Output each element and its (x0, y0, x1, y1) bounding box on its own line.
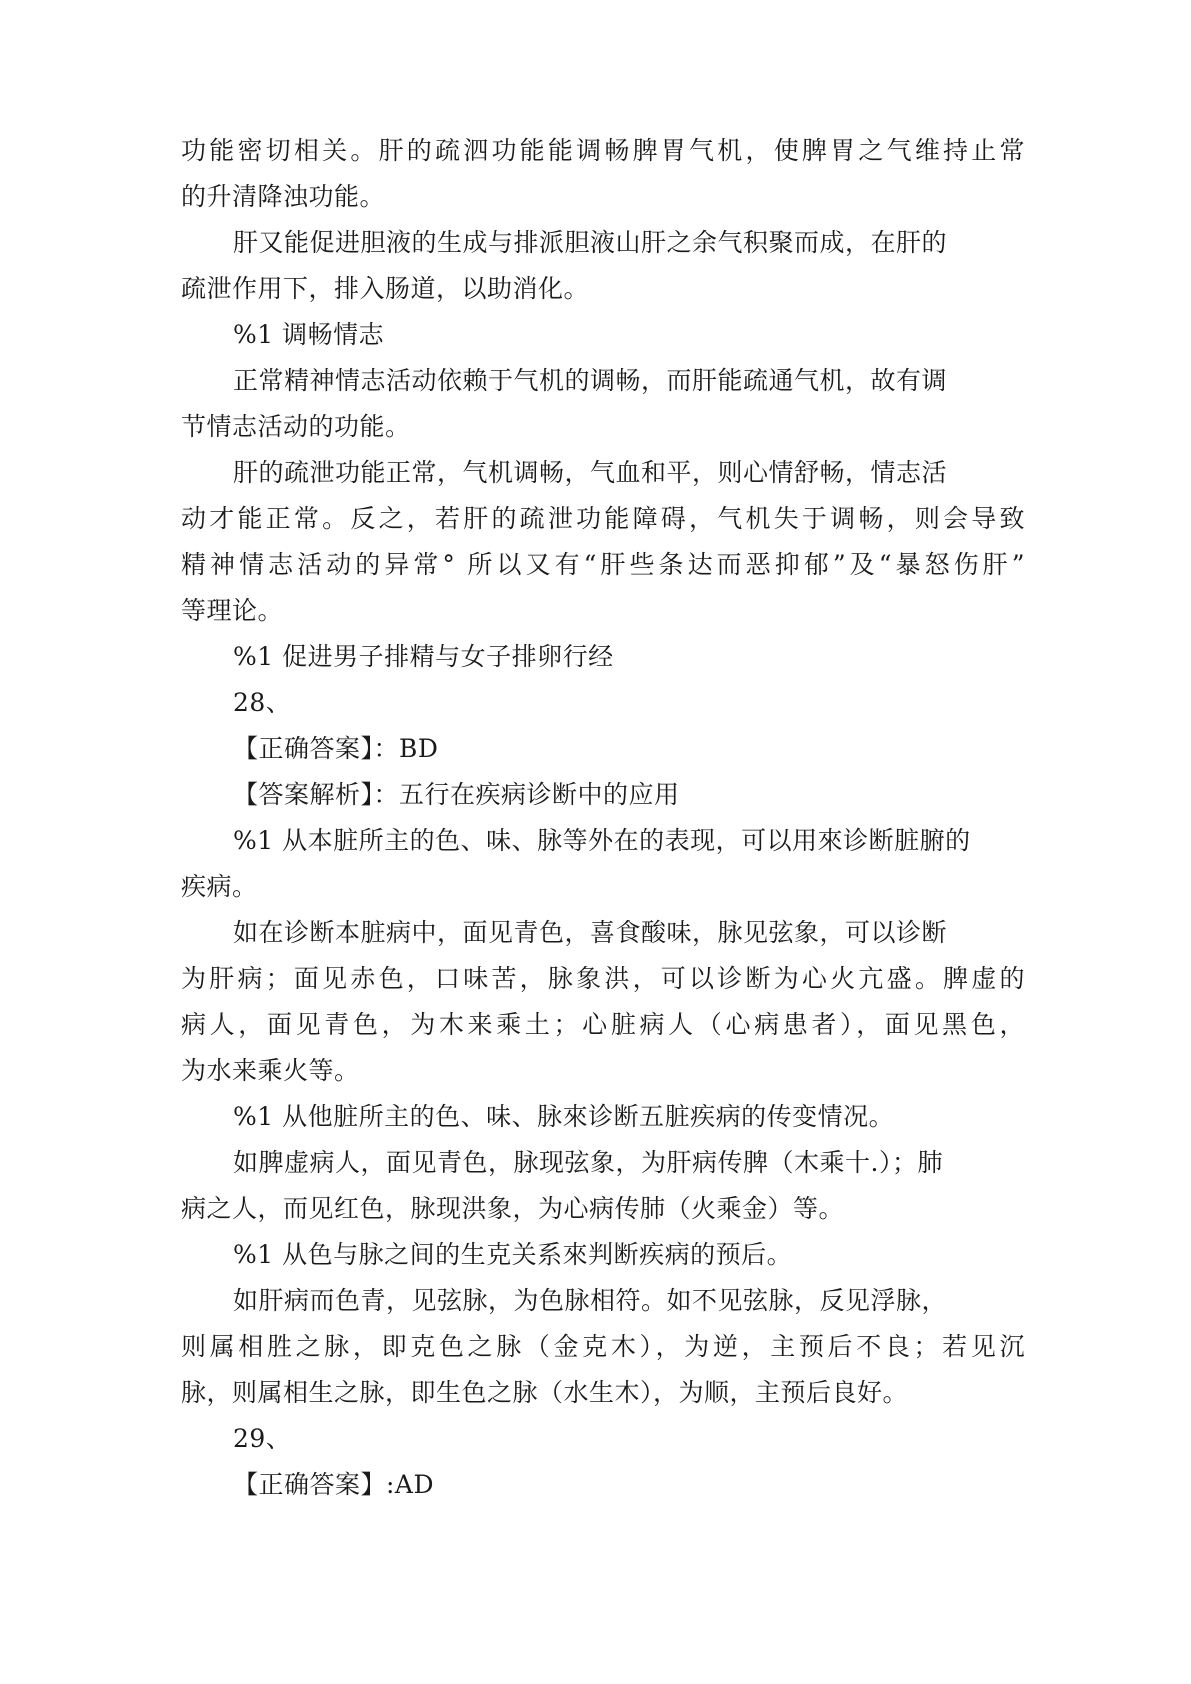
text-line: 动才能正常。反之，若肝的疏泄功能障碍，气机失于调畅，则会导致 (181, 504, 1025, 533)
text-line: 疾病。 (181, 872, 258, 901)
text-line: 为肝病；面见赤色，口味苦，脉象洪，可以诊断为心火亢盛。脾虚的 (181, 964, 1025, 993)
text-line: 的升清降浊功能。 (181, 182, 386, 211)
document-page (181, 128, 1025, 1508)
correct-answer: 【正确答案】:AD (233, 1470, 435, 1499)
section-heading: %1 调畅情志 (233, 320, 385, 349)
section-heading: %1 促进男子排精与女子排卵行经 (233, 642, 614, 671)
question-number: 29、 (233, 1424, 292, 1453)
question-number: 28、 (233, 688, 292, 717)
text-line: 功能密切相关。肝的疏泗功能能调畅脾胃气机，使脾胃之气维持止常 (181, 136, 1025, 165)
text-line: 病之人，而见红色，脉现洪象，为心病传肺（火乘金）等。 (181, 1194, 845, 1223)
section-heading: %1 从色与脉之间的生克关系來判断疾病的预后。 (233, 1240, 793, 1269)
text-line: 等理论。 (181, 596, 284, 625)
text-line: 精神情志活动的异常° 所以又有“肝些条达而恶抑郁”及“暴怒伤肝” (181, 550, 1025, 579)
section-heading: %1 从本脏所主的色、味、脉等外在的表现，可以用來诊断脏腑的 (233, 826, 971, 855)
text-line: 肝又能促进胆液的生成与排派胆液山肝之余气积聚而成，在肝的 (233, 228, 948, 257)
text-line: 如在诊断本脏病中，面见青色，喜食酸味，脉见弦象，可以诊断 (233, 918, 948, 947)
correct-answer: 【正确答案】：BD (233, 734, 439, 763)
text-line: 肝的疏泄功能正常，气机调畅，气血和平，则心情舒畅，情志活 (233, 458, 948, 487)
text-line: 脉，则属相生之脉，即生色之脉（水生木），为顺，主预后良好。 (181, 1378, 909, 1407)
text-line: 疏泄作用下，排入肠道，以助消化。 (181, 274, 590, 303)
text-line: 病人，面见青色，为木来乘土；心脏病人（心病患者），面见黑色， (181, 1010, 1025, 1039)
text-line: 为水来乘火等。 (181, 1056, 360, 1085)
text-line: 正常精神情志活动依赖于气机的调畅，而肝能疏通气机，故有调 (233, 366, 948, 395)
text-line: 则属相胜之脉，即克色之脉（金克木），为逆，主预后不良；若见沉 (181, 1332, 1025, 1361)
answer-explanation: 【答案解析】：五行在疾病诊断中的应用 (233, 780, 680, 809)
text-line: 如肝病而色青，见弦脉，为色脉相符。如不见弦脉，反见浮脉， (233, 1286, 948, 1315)
text-line: 节情志活动的功能。 (181, 412, 411, 441)
text-line: 如脾虚病人，面见青色，脉现弦象，为肝病传脾（木乘十.）；肺 (233, 1148, 943, 1177)
section-heading: %1 从他脏所主的色、味、脉來诊断五脏疾病的传变情况。 (233, 1102, 895, 1131)
